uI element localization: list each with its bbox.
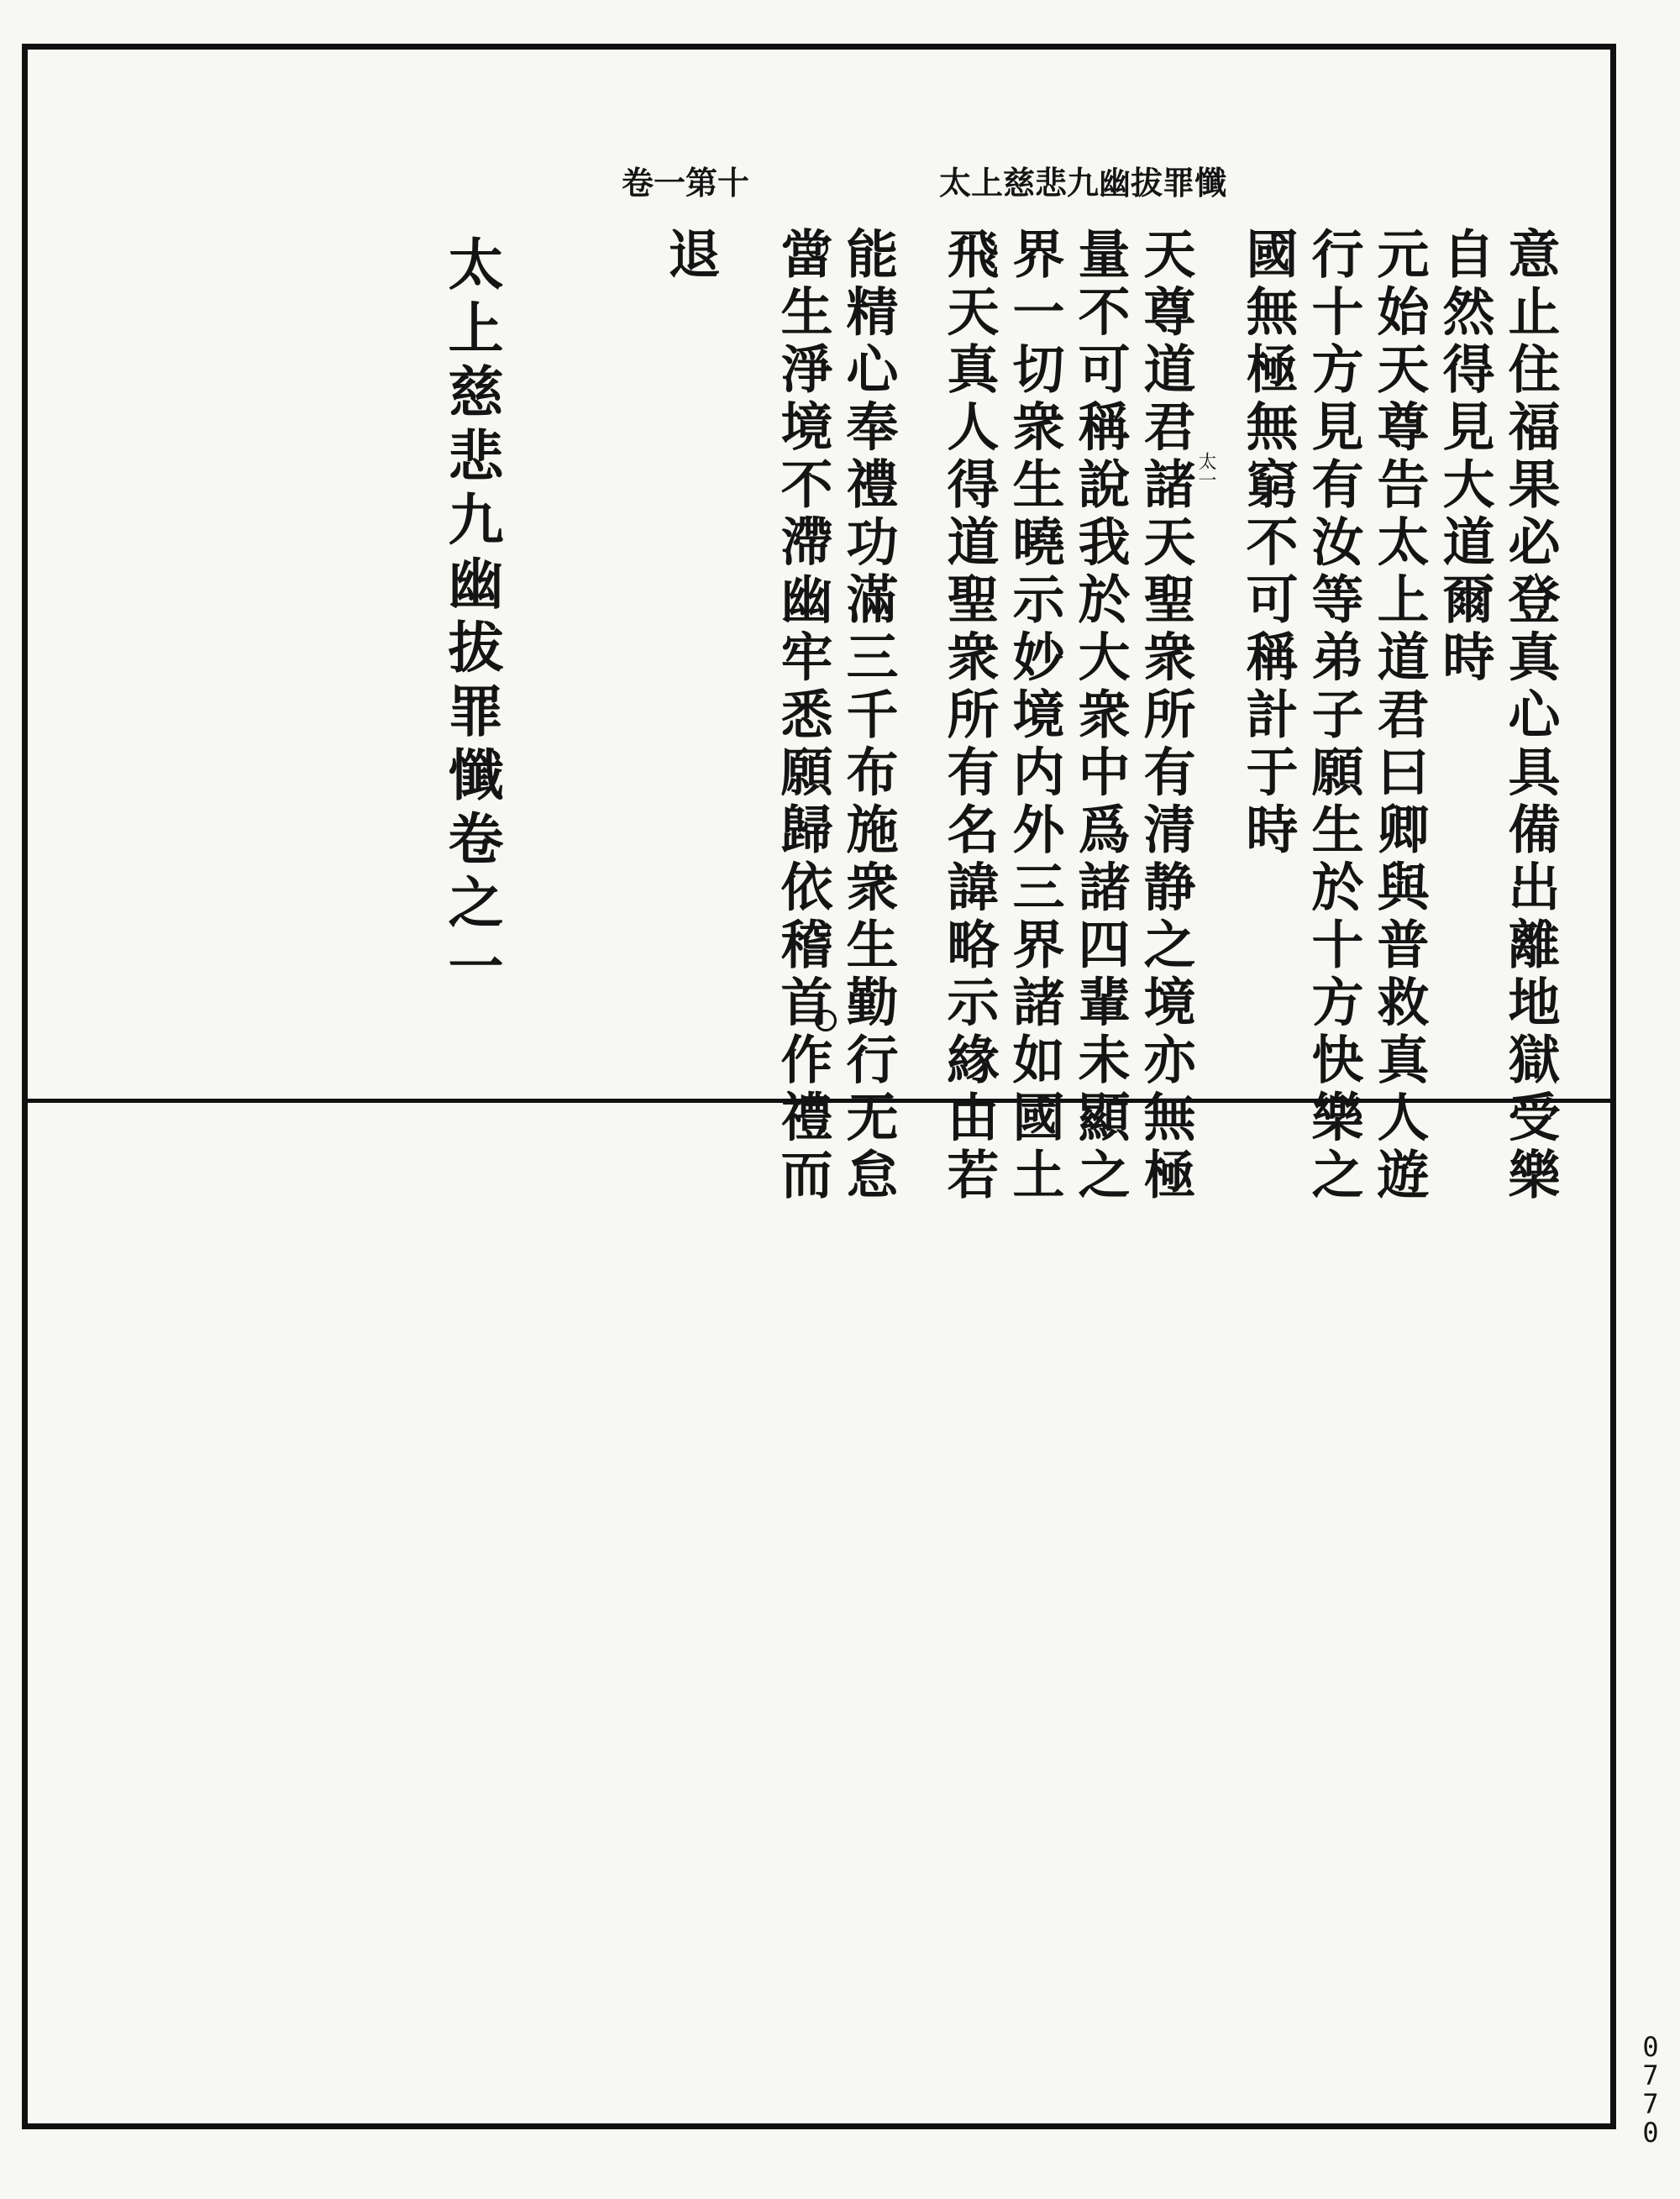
header-title: 太上慈悲九幽拔罪懺 xyxy=(938,163,1226,202)
page-number: 0770 xyxy=(1642,2031,1659,2149)
punctuation-circle-bottom xyxy=(815,1010,837,1031)
text-column-3: 元始天尊告太上道君曰卿與普救真人遊 xyxy=(1368,227,1430,1205)
text-column-10: 能精心奉禮功滿三千布施衆生勤行无怠 xyxy=(837,227,899,1205)
header-volume: 卷一第十 xyxy=(622,163,750,202)
punctuation-circle-top xyxy=(806,237,828,259)
text-column-1: 意止住福果必登真心具備出離地獄受樂 xyxy=(1499,227,1561,1205)
text-column-9: 飛天真人得道聖衆所有名諱略示緣由若 xyxy=(938,227,1000,1205)
text-column-12: 退 xyxy=(659,227,721,285)
running-header xyxy=(622,160,1226,200)
text-column-2: 自然得見大道爾時 xyxy=(1434,227,1495,687)
text-column-6: 天尊道君諸天聖衆所有清静之境亦無極 xyxy=(1135,227,1196,1205)
text-column-4: 行十方見有汝等弟子願生於十方快樂之 xyxy=(1303,227,1364,1205)
text-column-5: 國無極無窮不可稱計于時 xyxy=(1237,227,1299,860)
margin-note: 太一 xyxy=(1195,452,1216,489)
text-column-11: 當生淨境不滯幽牢悉願歸依稽首作禮而 xyxy=(772,227,833,1205)
colophon-title: 太上慈悲九幽拔罪懺卷之一 xyxy=(438,235,504,1001)
text-column-7: 量不可稱說我於大衆中爲諸四輩未顯之 xyxy=(1069,227,1131,1205)
text-column-8: 界一切衆生曉示妙境内外三界諸如國土 xyxy=(1004,227,1065,1205)
